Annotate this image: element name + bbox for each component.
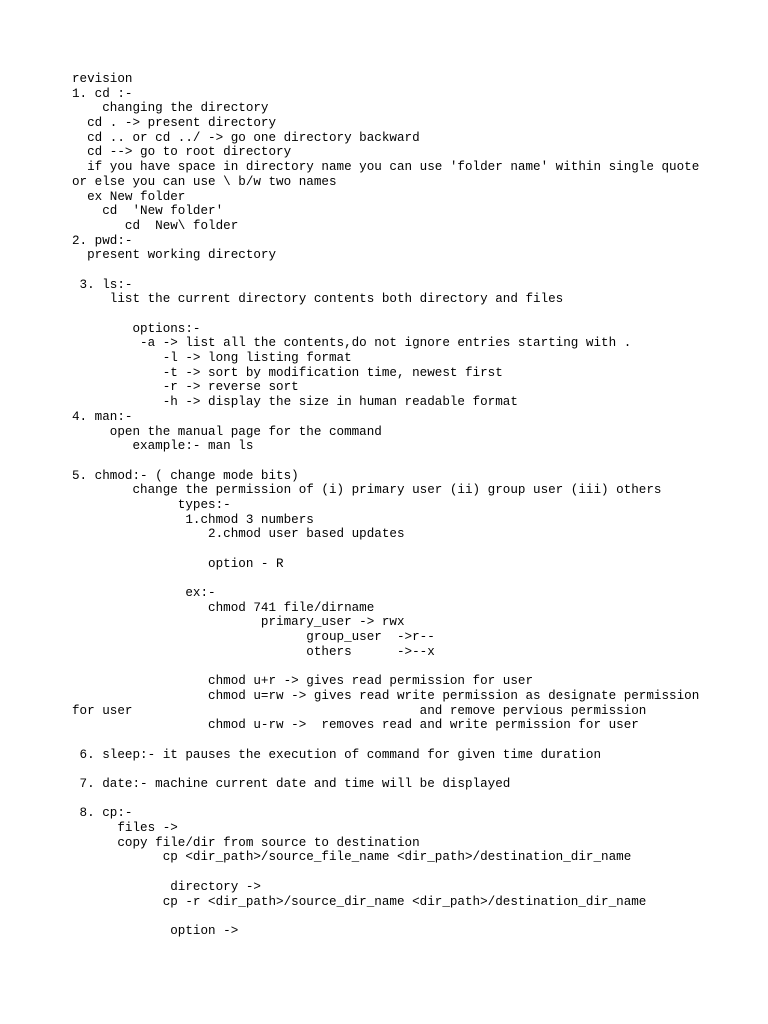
text-line: 2. pwd:- <box>72 233 133 248</box>
text-line: for user and remove pervious permission <box>72 703 647 718</box>
text-line: cp -r <dir_path>/source_dir_name <dir_path>/destination_dir_name <box>72 894 647 909</box>
text-line <box>72 909 712 924</box>
text-line: changing the directory <box>72 101 269 116</box>
text-line: chmod u=rw -> gives read write permission as designate permission <box>72 688 700 703</box>
text-line: cd New\ folder <box>72 218 239 233</box>
text-line: revision <box>72 72 133 86</box>
text-line: option -> <box>72 923 239 938</box>
text-line: directory -> <box>72 879 261 894</box>
text-line <box>72 762 712 777</box>
text-line: cd 'New folder' <box>72 204 224 219</box>
text-line: 5. chmod:- ( change mode bits) <box>72 468 299 483</box>
text-line: files -> <box>72 821 178 836</box>
text-line: 3. ls:- <box>72 277 133 292</box>
text-line: open the manual page for the command <box>72 424 382 439</box>
text-line: example:- man ls <box>72 439 254 454</box>
text-line <box>72 454 712 469</box>
text-line: -a -> list all the contents,do not ignore entries starting with . <box>72 336 632 351</box>
text-line: 1.chmod 3 numbers <box>72 512 314 527</box>
text-line: 2.chmod user based updates <box>72 527 405 542</box>
text-line: options:- <box>72 321 201 336</box>
text-line <box>72 733 712 748</box>
text-line: list the current directory contents both directory and files <box>72 292 564 307</box>
text-line: cd . -> present directory <box>72 116 277 131</box>
text-line: ex:- <box>72 586 216 601</box>
text-line: change the permission of (i) primary user (ii) group user (iii) others <box>72 483 662 498</box>
text-line: 4. man:- <box>72 409 133 424</box>
text-line: cp <dir_path>/source_file_name <dir_path>/destination_dir_name <box>72 850 632 865</box>
text-line: copy file/dir from source to destination <box>72 835 420 850</box>
text-line: chmod u+r -> gives read permission for user <box>72 674 534 689</box>
text-line: 7. date:- machine current date and time will be displayed <box>72 777 511 791</box>
text-line: cd --> go to root directory <box>72 145 292 160</box>
text-line: chmod u-rw -> removes read and write permission for user <box>72 718 639 733</box>
text-line: option - R <box>72 556 284 571</box>
document-body <box>72 72 712 939</box>
text-line: chmod 741 file/dirname <box>72 600 375 615</box>
text-line: 8. cp:- <box>72 806 133 821</box>
text-line <box>72 307 712 322</box>
text-line: -t -> sort by modification time, newest first <box>72 365 503 380</box>
text-line: types:- <box>72 497 231 512</box>
text-line: -r -> reverse sort <box>72 380 299 395</box>
text-line: 6. sleep:- it pauses the execution of command for given time duration <box>72 747 602 762</box>
text-line: present working directory <box>72 248 277 263</box>
text-line <box>72 263 712 278</box>
text-line: cd .. or cd ../ -> go one directory backward <box>72 130 420 145</box>
text-line <box>72 660 712 675</box>
text-line: others ->--x <box>72 644 435 659</box>
text-line <box>72 542 712 557</box>
text-line: ex New folder <box>72 189 186 204</box>
text-line: or else you can use \ b/w two names <box>72 174 337 189</box>
text-line: primary_user -> rwx <box>72 615 405 630</box>
text-line: if you have space in directory name you can use 'folder name' within single quote <box>72 160 700 175</box>
text-line: -h -> display the size in human readable format <box>72 395 518 410</box>
text-line <box>72 865 712 880</box>
text-line <box>72 792 712 807</box>
text-line <box>72 571 712 586</box>
text-line: 1. cd :- <box>72 86 133 101</box>
text-line: group_user ->r-- <box>72 630 435 645</box>
text-line: -l -> long listing format <box>72 351 352 366</box>
